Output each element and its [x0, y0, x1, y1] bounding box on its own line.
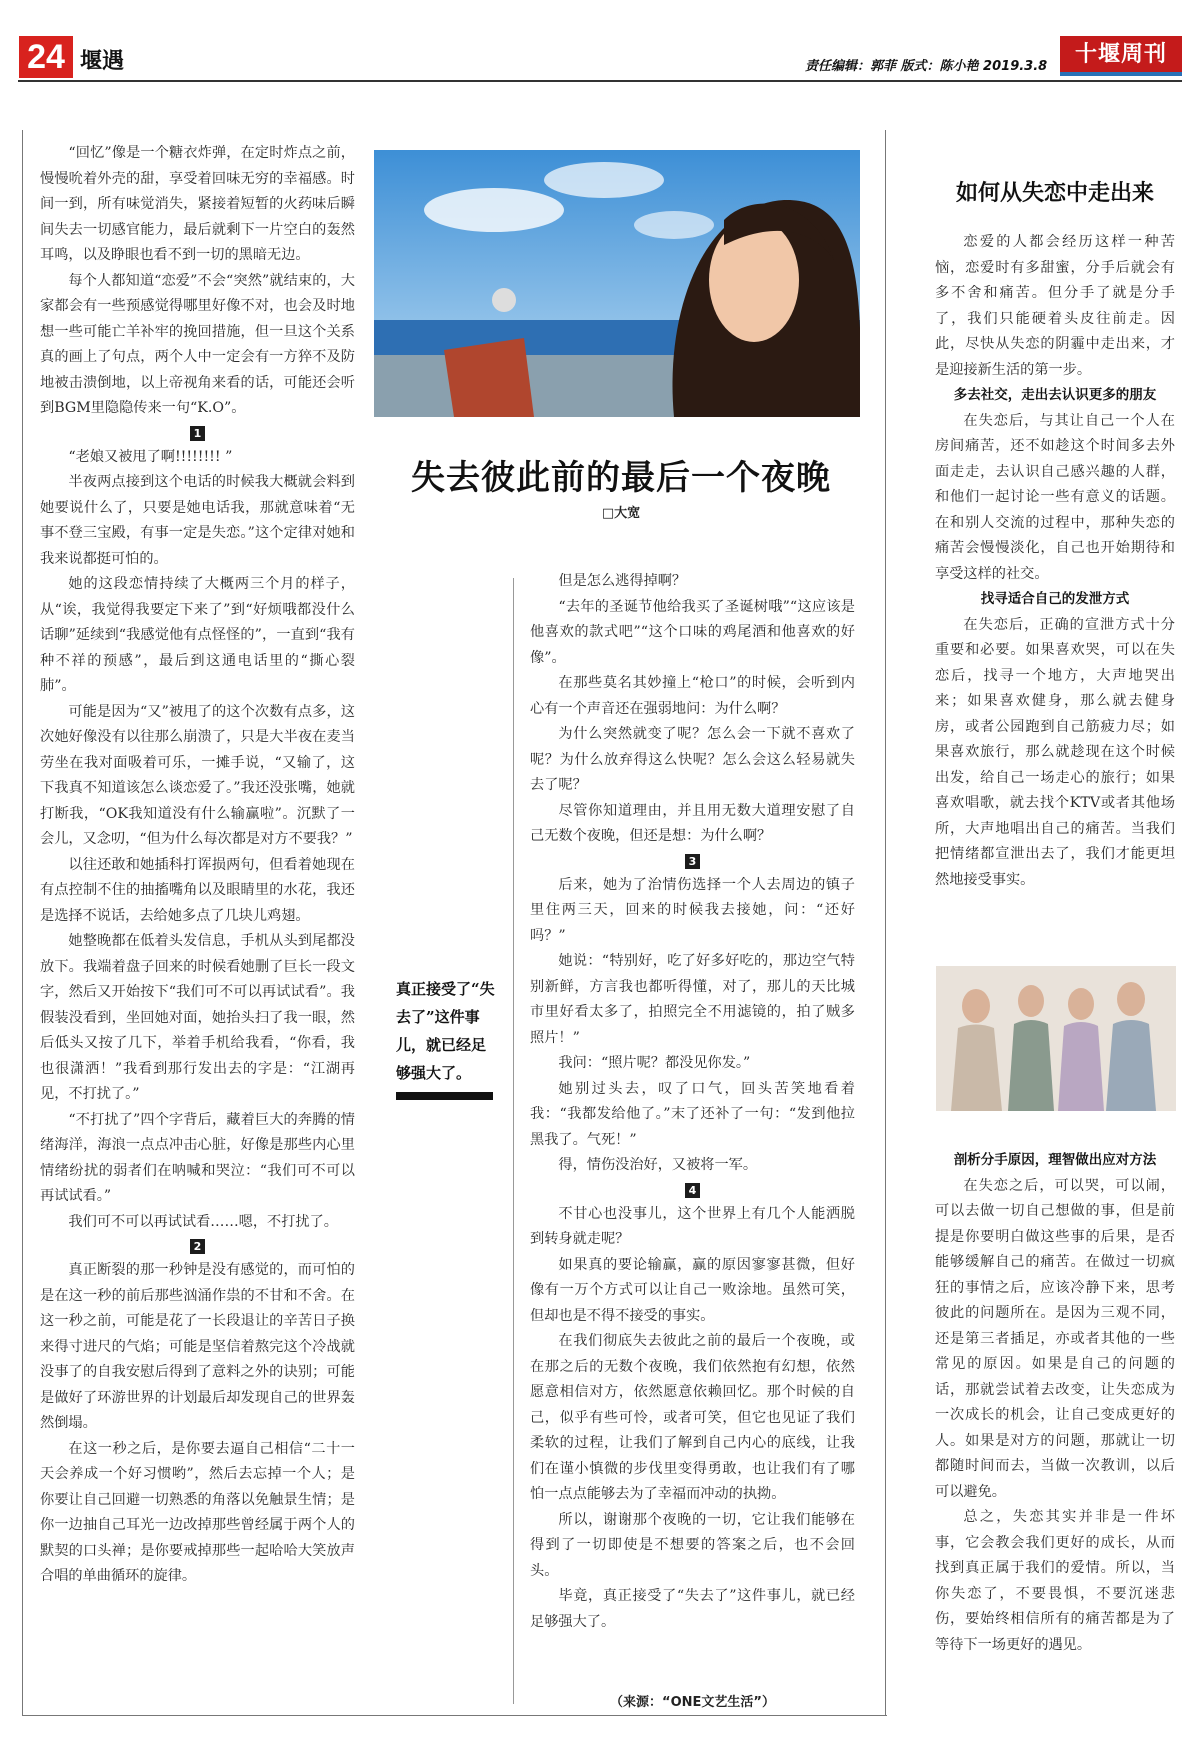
column-divider [513, 578, 514, 1704]
article-column-1 [40, 141, 355, 1590]
paragraph: 为什么突然就变了呢？怎么会一下就不喜欢了呢？为什么放弃得这么快呢？怎么会这么轻易就失去了呢？ [530, 726, 855, 793]
section-name: 堰遇 [80, 49, 125, 74]
article-column-2 [530, 569, 855, 1635]
paragraph: 毕竟，真正接受了“失去了”这件事儿，就已经足够强大了。 [530, 1588, 855, 1630]
masthead-underline [1060, 72, 1182, 76]
paragraph: 尽管你知道理由，并且用无数大道理安慰了自己无数个夜晚，但还是想：为什么啊？ [530, 802, 855, 844]
header-rule [18, 80, 1182, 82]
article-title: 失去彼此前的最后一个夜晚 [411, 458, 831, 498]
sidebar-title: 如何从失恋中走出来 [955, 180, 1154, 206]
sidebar-photo [936, 966, 1176, 1111]
sidebar-subheading: 剖析分手原因，理智做出应对方法 [953, 1152, 1157, 1168]
section-number-badge: 1 [190, 426, 205, 441]
sidebar-subheading: 找寻适合自己的发泄方式 [980, 591, 1130, 607]
paragraph: 在我们彻底失去彼此之前的最后一个夜晚，或在那之后的无数个夜晚，我们依然抱有幻想，依然愿意相信对方，依然愿意依赖回忆。那个时候的自己，似乎有些可怜，或者可笑，但它也见证了我们柔软的过程，让我们了解到自己内心的底线，让我们在谨小慎微的步伐里变得勇敢，也让我们有了哪怕一点点能够去为了幸福而冲动的执拗。 [530, 1333, 855, 1502]
paragraph: “去年的圣诞节他给我买了圣诞树哦”“这应该是他喜欢的款式吧”“这个口味的鸡尾酒和他喜欢的好像”。 [530, 598, 855, 666]
paragraph: 半夜两点接到这个电话的时候我大概就会料到她要说什么了，只要是她电话我，那就意味着“无事不登三宝殿，有事一定是失恋。”这个定律对她和我来说都挺可怕的。 [40, 474, 355, 567]
paragraph: 她说：“特别好，吃了好多好吃的，那边空气特别新鲜，方言我也都听得懂，对了，那儿的天比城市里好看太多了，拍照完全不用滤镜的，拍了贼多照片！” [530, 953, 855, 1046]
pull-quote: 真正接受了“失去了”这件事儿，就已经足够强大了。 [396, 980, 495, 1082]
paragraph: “回忆”像是一个糖衣炸弹，在定时炸点之前，慢慢吮着外壳的甜，享受着回味无穷的幸福感。时间一到，所有味觉消失，紧接着短暂的火药味后瞬间失去一切感官能力，最后就剩下一片空白的轰然耳鸣，以及睁眼也看不到一切的黑暗无边。 [40, 145, 355, 263]
page-number: 24 [19, 36, 73, 78]
masthead-logo: 十堰周刊 [1060, 36, 1182, 72]
paragraph: 得，情伤没治好，又被将一军。 [558, 1157, 758, 1173]
paragraph: 我问：“照片呢？都没见你发。” [558, 1055, 751, 1071]
paragraph: 我们可不可以再试试看……嗯，不打扰了。 [68, 1213, 338, 1230]
paragraph: 但是怎么逃得掉啊？ [558, 573, 687, 589]
frame-bottom-rule [22, 1715, 887, 1716]
paragraph: 她的这段恋情持续了大概两三个月的样子，从“诶，我觉得我要定下来了”到“好烦哦都没什么话聊”延续到“我感觉他有点怪怪的”，一直到“我有种不祥的预感”，最后到这通电话里的“撕心裂肺”。 [40, 576, 355, 694]
paragraph: “不打扰了”四个字背后，藏着巨大的奔腾的情绪海洋，海浪一点点冲击心脏，好像是那些内心里情绪纷扰的弱者们在呐喊和哭泣：“我们可不可以再试试看。” [40, 1111, 355, 1204]
paragraph: 她别过头去，叹了口气，回头苦笑地看着我：“我都发给他了。”末了还补了一句：“发到他拉黑我了。气死！” [530, 1080, 855, 1148]
frame-left-rule [22, 130, 23, 1715]
section-number-badge: 4 [685, 1183, 700, 1198]
paragraph: 恋爱的人都会经历这样一种苦恼，恋爱时有多甜蜜，分手后就会有多不舍和痛苦。但分手了就是分手了，我们只能硬着头皮往前走。因此，尽快从失恋的阴霾中走出来，才是迎接新生活的第一步。 [935, 234, 1175, 378]
paragraph: 可能是因为“又”被甩了的这个次数有点多，这次她好像没有以往那么崩溃了，只是大半夜在麦当劳坐在我对面吸着可乐，一摊手说，“又输了，这下我真不知道该怎么谈恋爱了。”我还没张嘴，她就打断我，“OK我知道没有什么输赢啦”。沉默了一会儿，又念叨，“但为什么每次都是对方不要我？” [40, 703, 355, 847]
paragraph: 真正断裂的那一秒钟是没有感觉的，而可怕的是在这一秒的前后那些汹涌作祟的不甘和不舍。在这一秒之前，可能是花了一长段退让的辛苦日子换来得寸进尺的气焰；可能是坚信着熬完这个冷战就没事了的自我安慰后得到了意料之外的诀别；可能是做好了环游世界的计划最后却发现自己的世界轰然倒塌。 [40, 1262, 355, 1431]
paragraph: 每个人都知道“恋爱”不会“突然”就结束的，大家都会有一些预感觉得哪里好像不对，也会及时地想一些可能亡羊补牢的挽回措施，但一旦这个关系真的画上了句点，两个人中一定会有一方猝不及防地被击溃倒地，以上帝视角来看的话，可能还会听到BGM里隐隐传来一句“K.O”。 [40, 272, 355, 416]
article-byline: □大宽 [601, 506, 641, 521]
sidebar-body-top [935, 230, 1175, 893]
paragraph: 她整晚都在低着头发信息，手机从头到尾都没放下。我端着盘子回来的时候看她删了巨长一段文字，然后又开始按下“我们可不可以再试试看”。我假装没看到，坐回她对面，她抬头扫了我一眼，然后低头又按了几下，举着手机给我看，“你看，我也很潇洒！”我看到那行发出去的字是：“江湖再见，不打扰了。” [40, 933, 355, 1102]
sidebar-subheading: 多去社交，走出去认识更多的朋友 [953, 387, 1157, 403]
paragraph: 如果真的要论输赢，赢的原因寥寥甚微，但好像有一万个方式可以让自己一败涂地。虽然可笑，但却也是不得不接受的事实。 [530, 1256, 855, 1324]
paragraph: 所以，谢谢那个夜晚的一切，它让我们能够在得到了一切即使是不想要的答案之后，也不会回头。 [530, 1511, 855, 1579]
section-number-badge: 3 [685, 854, 700, 869]
paragraph: 在失恋之后，可以哭，可以闹，可以去做一切自己想做的事，但是前提是你要明白做这些事的后果，是否能够缓解自己的痛苦。在做过一切疯狂的事情之后，应该冷静下来，思考彼此的问题所在。是因为三观不同，还是第三者插足，亦或者其他的一些常见的原因。如果是自己的问题的话，那就尝试着去改变，让失恋成为一次成长的机会，让自己变成更好的人。如果是对方的问题，那就让一切都随时间而去，当做一次教训，以后可以避免。 [935, 1177, 1175, 1500]
paragraph: “老娘又被甩了啊!!!!!!!! ” [68, 448, 233, 465]
paragraph: 在失恋后，与其让自己一个人在房间痛苦，还不如趁这个时间多去外面走走，去认识自己感兴趣的人群，和他们一起讨论一些有意义的话题。在和别人交流的过程中，那种失恋的痛苦会慢慢淡化，自己也开始期待和享受这样的社交。 [935, 412, 1175, 582]
editor-credits: 责任编辑：郭菲 版式：陈小艳 2019.3.8 [805, 59, 1048, 74]
paragraph: 在那些莫名其妙撞上“枪口”的时候，会听到内心有一个声音还在强弱地问：为什么啊？ [530, 675, 855, 717]
sidebar-body-bottom [935, 1148, 1175, 1658]
section-number-badge: 2 [190, 1239, 205, 1254]
article-photo [374, 150, 860, 417]
paragraph: 总之，失恋其实并非是一件坏事，它会教会我们更好的成长，从而找到真正属于我们的爱情。所以，当你失恋了，不要畏惧，不要沉迷悲伤，要始终相信所有的痛苦都是为了等待下一场更好的遇见。 [935, 1509, 1175, 1653]
pull-quote-bar [396, 1092, 493, 1100]
article-source: （来源：“ONE文艺生活”） [610, 1695, 775, 1710]
paragraph: 以往还敢和她插科打诨损两句，但看着她现在有点控制不住的抽搐嘴角以及眼睛里的水花，我还是选择不说话，去给她多点了几块儿鸡翅。 [40, 856, 355, 924]
paragraph: 在这一秒之后，是你要去逼自己相信“二十一天会养成一个好习惯哟”，然后去忘掉一个人；是你要让自己回避一切熟悉的角落以免触景生情；是你一边抽自己耳光一边改掉那些曾经属于两个人的默契的口头禅；是你要戒掉那些一起哈哈大笑放声合唱的单曲循环的旋律。 [40, 1440, 355, 1584]
frame-right-rule [885, 130, 886, 1715]
paragraph: 后来，她为了治情伤选择一个人去周边的镇子里住两三天，回来的时候我去接她，问：“还好吗？” [530, 876, 855, 944]
paragraph: 不甘心也没事儿，这个世界上有几个人能洒脱到转身就走呢？ [530, 1205, 855, 1247]
paragraph: 在失恋后，正确的宣泄方式十分重要和必要。如果喜欢哭，可以在失恋后，找寻一个地方，大声地哭出来；如果喜欢健身，那么就去健身房，或者公园跑到自己筋疲力尽；如果喜欢旅行，那么就趁现在这个时候出发，给自己一场走心的旅行；如果喜欢唱歌，就去找个KTV或者其他场所，大声地唱出自己的痛苦。当我们把情绪都宣泄出去了，我们才能更坦然地接受事实。 [935, 616, 1175, 888]
